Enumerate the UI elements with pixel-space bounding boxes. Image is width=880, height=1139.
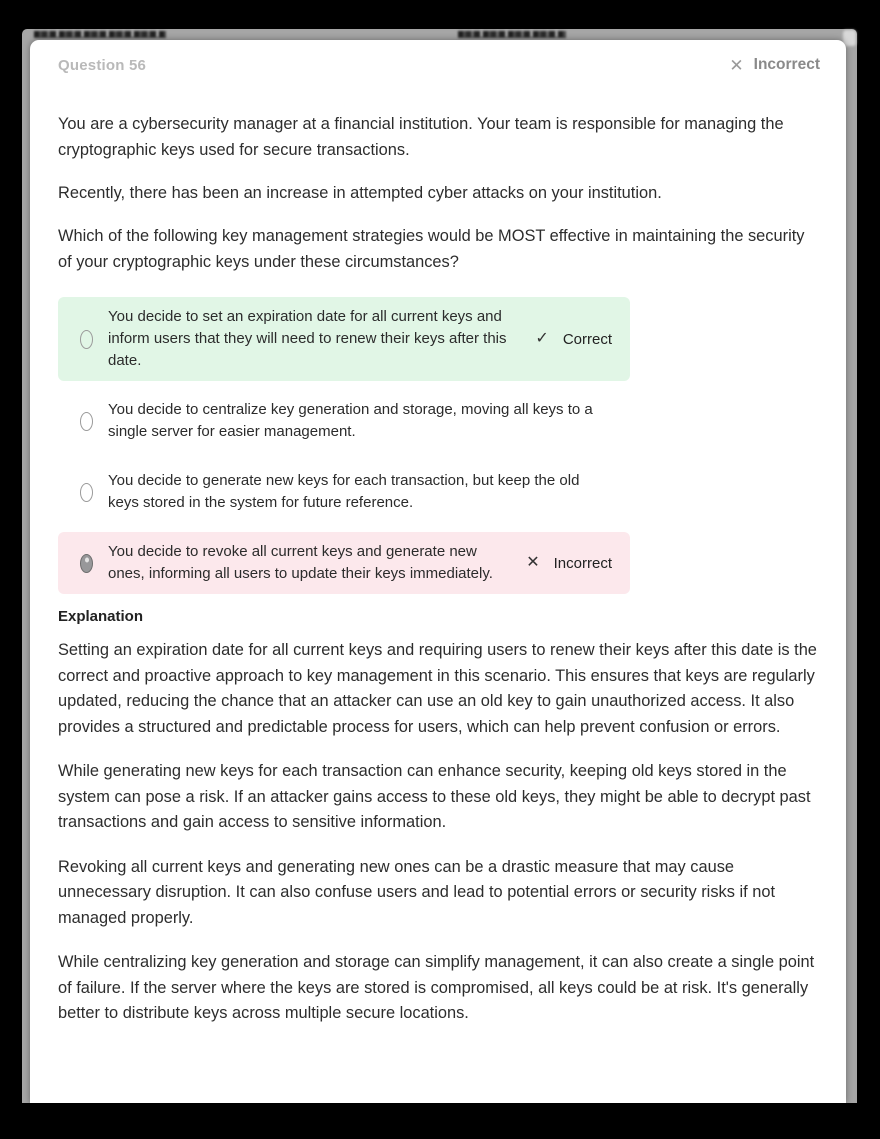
explanation-text xyxy=(58,638,820,1027)
blurred-text-center xyxy=(458,31,566,38)
option-text: You decide to generate new keys for each transaction, but keep the old keys stored in the system for future reference. xyxy=(108,472,580,511)
x-icon: ✕ xyxy=(729,55,744,75)
question-number-label: Question 56 xyxy=(58,56,147,74)
answer-option-incorrect-selected[interactable] xyxy=(58,532,630,594)
question-paragraph: Which of the following key management strategies would be MOST effective in maintaining the security of your cryptographic keys under these circumstances? xyxy=(58,227,805,271)
correct-badge-label: Correct xyxy=(562,330,612,348)
option-text: You decide to centralize key generation and storage, moving all keys to a single server for easier management. xyxy=(108,401,593,440)
question-paragraph: You are a cybersecurity manager at a financial institution. Your team is responsible for managing the cryptographic keys used for secure transactions. xyxy=(58,115,784,159)
answer-option[interactable] xyxy=(58,461,630,523)
scrollbar-thumb[interactable] xyxy=(843,30,856,46)
result-status-label: Incorrect xyxy=(753,56,820,73)
blurred-text-left xyxy=(34,31,166,38)
incorrect-badge-label: Incorrect xyxy=(553,554,612,572)
option-text: You decide to revoke all current keys and generate new ones, informing all users to update their keys immediately. xyxy=(108,543,493,582)
question-card xyxy=(30,40,846,1103)
explanation-paragraph: While centralizing key generation and storage can simplify management, it can also create a single point of failure. If the server where the keys are stored is compromised, all keys could be at risk. It's generally better to distribute keys across multiple secure locations. xyxy=(58,953,815,1022)
explanation-paragraph: While generating new keys for each transaction can enhance security, keeping old keys stored in the system can pose a risk. If an attacker gains access to these old keys, they might be able to decrypt past transactions and gain access to sensitive information. xyxy=(58,762,811,831)
radio-button[interactable] xyxy=(80,330,93,349)
x-icon: ✕ xyxy=(526,554,540,571)
explanation-paragraph: Setting an expiration date for all current keys and requiring users to renew their keys after this date is the correct and proactive approach to key management in this scenario. This ensures that keys are regularly updated, reducing the chance that an attacker can use an old key to gain unauthorized access. It also provides a structured and predictable process for users, which can help prevent confusion or errors. xyxy=(58,641,817,736)
explanation-heading: Explanation xyxy=(58,608,144,625)
radio-button-selected[interactable] xyxy=(80,554,93,573)
incorrect-badge xyxy=(526,555,614,572)
answer-option-correct[interactable] xyxy=(58,297,630,381)
card-header xyxy=(58,55,820,75)
explanation-paragraph: Revoking all current keys and generating new ones can be a drastic measure that may cause unnecessary disruption. It can also confuse users and lead to potential errors or security risks if not managed properly. xyxy=(58,857,775,927)
answer-option[interactable] xyxy=(58,390,630,452)
checkmark-icon: ✓ xyxy=(535,330,549,347)
question-paragraph: Recently, there has been an increase in attempted cyber attacks on your institution. xyxy=(58,184,662,202)
radio-button[interactable] xyxy=(80,483,93,502)
radio-button[interactable] xyxy=(80,412,93,431)
correct-badge xyxy=(535,331,614,348)
question-text xyxy=(58,111,820,275)
result-status xyxy=(729,56,820,74)
option-text: You decide to set an expiration date for all current keys and inform users that they will need to renew their keys after this date. xyxy=(108,308,507,369)
answer-options xyxy=(58,297,820,594)
